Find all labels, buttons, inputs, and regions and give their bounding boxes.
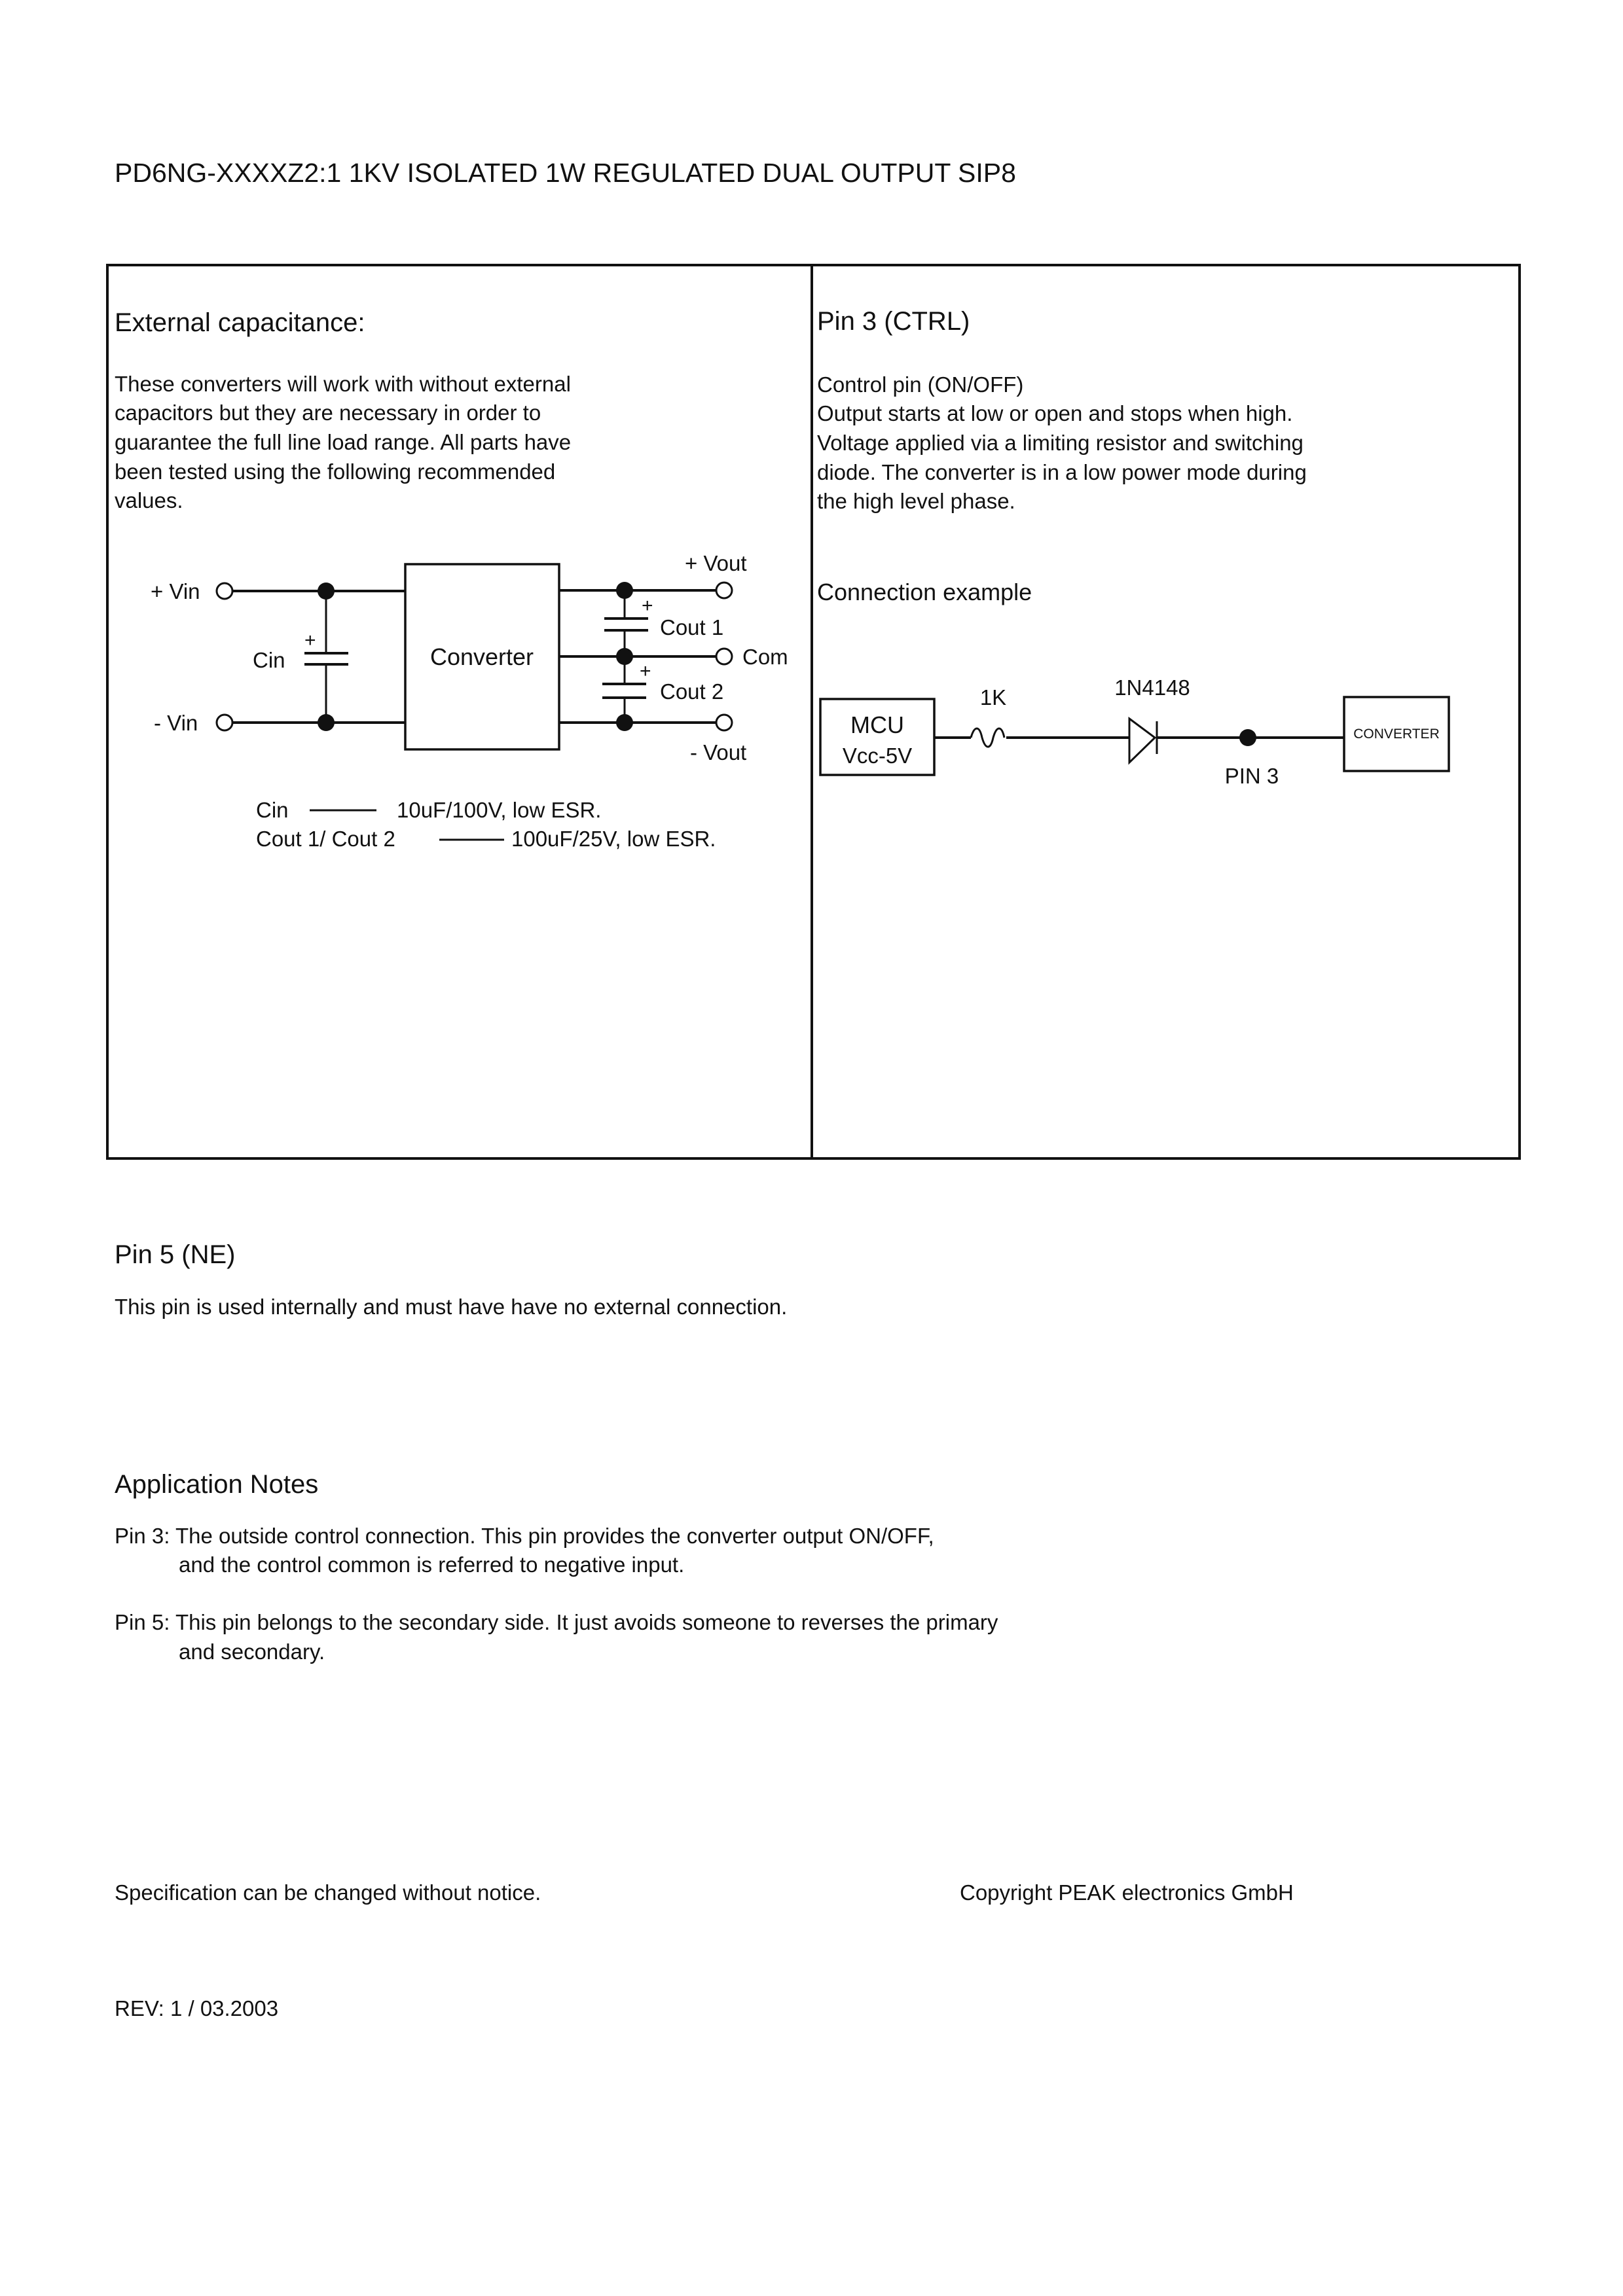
converter-block-label: Converter [429, 643, 534, 670]
paragraph-line: These converters will work with without external [115, 372, 571, 396]
copyright: Copyright PEAK electronics GmbH [960, 1880, 1294, 1905]
note-line: Pin 3: The outside control connection. This pin provides the converter output ON/OFF, [115, 1524, 934, 1548]
legend-value: 10uF/100V, low ESR. [397, 798, 602, 822]
connection-example-heading: Connection example [817, 579, 1032, 605]
pin3-junction-dot-icon [1239, 729, 1256, 746]
connection-schematic [820, 675, 1449, 788]
junction-dot-icon [318, 583, 335, 600]
minus-vout-label: - Vout [690, 740, 747, 764]
diode-icon [1129, 719, 1155, 762]
note-line: and the control common is referred to negative input. [179, 1552, 685, 1577]
section-heading: Application Notes [115, 1470, 319, 1499]
paragraph-line: capacitors but they are necessary in order to [115, 401, 541, 425]
spec-notice: Specification can be changed without notice. [115, 1880, 541, 1905]
junction-dot-icon [616, 714, 633, 731]
plus-vin-terminal-icon [217, 583, 232, 599]
plus-vout-terminal-icon [716, 583, 732, 598]
resistor-label: 1K [979, 685, 1007, 709]
legend-value: 100uF/25V, low ESR. [511, 827, 716, 851]
table-frame [107, 265, 1520, 1158]
cin-polarity-icon: + [304, 630, 316, 651]
note-line: and secondary. [179, 1640, 325, 1664]
cout1-label: Cout 1 [660, 615, 724, 639]
mcu-label: MCU [850, 711, 904, 738]
pin5-description: This pin is used internally and must have have no external connection. [115, 1295, 788, 1319]
minus-vout-terminal-icon [716, 715, 732, 730]
legend-name: Cout 1/ Cout 2 [256, 827, 395, 851]
resistor-icon [971, 728, 1004, 747]
minus-vin-label: - Vin [154, 711, 198, 735]
junction-dot-icon [318, 714, 335, 731]
capacitor-legend [256, 798, 716, 851]
paragraph-line: Control pin (ON/OFF) [817, 372, 1024, 397]
paragraph-line: guarantee the full line load range. All parts have [115, 430, 572, 454]
diode-label: 1N4148 [1114, 675, 1190, 700]
revision: REV: 1 / 03.2003 [115, 1996, 279, 2020]
section-heading: Pin 3 (CTRL) [817, 307, 970, 336]
section-heading: Pin 5 (NE) [115, 1240, 236, 1269]
legend-name: Cin [256, 798, 289, 822]
capacitance-schematic [151, 551, 788, 764]
pin5-section [115, 1240, 787, 1319]
note-line: Pin 5: This pin belongs to the secondary side. It just avoids someone to reverses the primary [115, 1610, 998, 1634]
converter-block-label: CONVERTER [1353, 726, 1440, 742]
cout1-polarity-icon: + [642, 595, 653, 617]
com-label: Com [742, 645, 788, 669]
junction-dot-icon [616, 648, 633, 665]
vcc-label: Vcc-5V [842, 744, 913, 768]
cout2-polarity-icon: + [640, 660, 651, 682]
section-heading: External capacitance: [115, 308, 365, 337]
info-table [107, 265, 1520, 1158]
plus-vin-label: + Vin [151, 579, 200, 603]
application-notes-section [115, 1470, 998, 1664]
pin3-label: PIN 3 [1224, 764, 1279, 788]
com-terminal-icon [716, 649, 732, 664]
cout2-label: Cout 2 [660, 679, 724, 704]
plus-vout-label: + Vout [685, 551, 747, 575]
paragraph-line: Output starts at low or open and stops when high. [817, 401, 1293, 425]
footer [115, 1880, 1294, 2020]
paragraph-line: been tested using the following recommended [115, 459, 556, 484]
cin-label: Cin [253, 648, 285, 672]
paragraph-line: diode. The converter is in a low power mode during [817, 460, 1307, 484]
paragraph-line: the high level phase. [817, 489, 1015, 513]
minus-vin-terminal-icon [217, 715, 232, 730]
external-capacitance-section [115, 308, 788, 851]
paragraph-line: values. [115, 488, 183, 512]
pin3-section [817, 307, 1449, 788]
document-title: PD6NG-XXXXZ2:1 1KV ISOLATED 1W REGULATED DUAL OUTPUT SIP8 [115, 158, 1016, 188]
paragraph-line: Voltage applied via a limiting resistor and switching [817, 431, 1304, 455]
junction-dot-icon [616, 582, 633, 599]
